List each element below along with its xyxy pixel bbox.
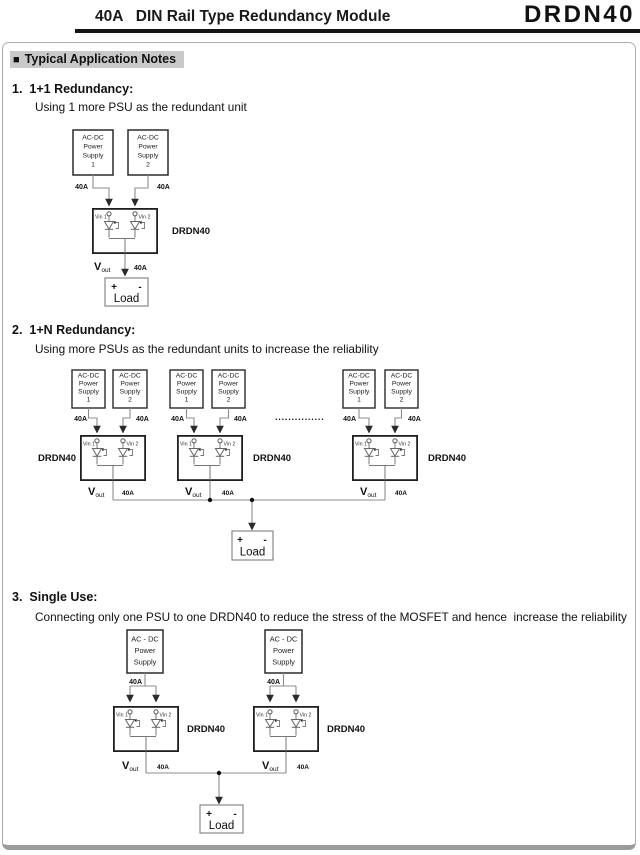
- load-label: Load: [239, 546, 266, 559]
- svg-text:1: 1: [91, 161, 95, 169]
- svg-text:Supply: Supply: [133, 657, 157, 667]
- load-label: Load: [113, 293, 140, 305]
- svg-text:Supply: Supply: [137, 152, 159, 160]
- svg-text:AC-DC: AC-DC: [348, 372, 370, 380]
- current-label: 40A: [234, 416, 247, 423]
- svg-text:Supply: Supply: [82, 152, 104, 160]
- svg-text:AC - DC: AC - DC: [269, 634, 298, 644]
- drdn40-module-2: [254, 707, 318, 752]
- current-label: 40A: [171, 416, 184, 423]
- section3-desc: Connecting only one PSU to one DRDN40 to reduce the stress of the MOSFET and hence increase the reliability: [35, 610, 627, 624]
- load-label: Load: [208, 820, 235, 832]
- svg-text:AC-DC: AC-DC: [217, 372, 240, 380]
- svg-text:1: 1: [184, 396, 189, 404]
- minus-terminal: -: [263, 535, 267, 546]
- svg-text:Supply: Supply: [272, 657, 295, 667]
- plus-terminal: +: [237, 535, 243, 546]
- svg-text:Power: Power: [78, 380, 99, 388]
- vin2-label: Vin 2: [159, 712, 172, 719]
- svg-text:1: 1: [357, 396, 361, 404]
- section2-title: 2. 1+N Redundancy:: [12, 323, 136, 337]
- output-bus: [113, 481, 385, 529]
- svg-text:AC-DC: AC-DC: [175, 372, 198, 380]
- minus-terminal: -: [233, 809, 237, 820]
- vout-label: Vout: [122, 760, 139, 773]
- current-label: 40A: [297, 764, 309, 771]
- current-label: 40A: [343, 416, 356, 423]
- svg-text:Supply: Supply: [78, 388, 99, 396]
- psu-unit-1: [73, 130, 113, 175]
- svg-text:AC-DC: AC-DC: [77, 372, 100, 380]
- current-label: 40A: [74, 416, 87, 423]
- current-label: 40A: [157, 184, 170, 191]
- section1-title: 1. 1+1 Redundancy:: [12, 82, 134, 96]
- psu-unit-5: [343, 370, 375, 408]
- svg-text:AC-DC: AC-DC: [82, 134, 104, 142]
- section-heading: [10, 51, 184, 68]
- ellipsis-dots: ...............: [275, 412, 325, 422]
- current-label: 40A: [157, 764, 169, 771]
- vin1-label: Vin 1: [256, 712, 268, 719]
- svg-text:Power: Power: [218, 380, 239, 388]
- plus-terminal: +: [206, 809, 212, 820]
- header-rule: [75, 29, 640, 33]
- vout-label: Vout: [360, 486, 377, 499]
- model-number: DRDN40: [523, 1, 635, 28]
- svg-text:AC-DC: AC-DC: [137, 134, 159, 142]
- vin1-label: Vin 1: [116, 712, 128, 719]
- svg-text:Power: Power: [134, 646, 156, 655]
- svg-text:Power: Power: [83, 143, 103, 151]
- current-label: 40A: [122, 490, 134, 497]
- drdn40-module-2: [178, 436, 242, 481]
- current-label: 40A: [395, 490, 407, 497]
- section3-title: 3. Single Use:: [12, 590, 98, 604]
- svg-text:2: 2: [128, 396, 132, 404]
- minus-terminal: -: [138, 282, 142, 293]
- plus-terminal: +: [111, 282, 117, 293]
- drdn40-module-1: [114, 707, 178, 752]
- svg-text:Supply: Supply: [218, 388, 239, 396]
- module-model-label: DRDN40: [253, 453, 292, 464]
- psu-unit-6: [385, 370, 418, 408]
- svg-text:Power: Power: [273, 646, 294, 655]
- svg-text:AC - DC: AC - DC: [131, 634, 159, 644]
- vin1-label: Vin 1: [83, 441, 95, 448]
- vout-label: Vout: [88, 486, 105, 499]
- vout-label: Vout: [94, 261, 111, 274]
- psu-unit-3: [170, 370, 203, 408]
- svg-text:2: 2: [146, 161, 150, 169]
- svg-text:Supply: Supply: [348, 388, 370, 396]
- diagram-1plusN-redundancy: [0, 360, 640, 578]
- input-wires: [93, 175, 148, 205]
- vout-label: Vout: [262, 760, 279, 773]
- vin2-label: Vin 2: [126, 441, 139, 448]
- svg-text:Power: Power: [138, 143, 158, 151]
- svg-text:AC-DC: AC-DC: [390, 372, 413, 380]
- current-label: 40A: [267, 679, 280, 686]
- svg-text:AC-DC: AC-DC: [119, 372, 141, 380]
- psu-unit-2: [128, 130, 168, 175]
- section1-desc: Using 1 more PSU as the redundant unit: [35, 100, 247, 114]
- section2-desc: Using more PSUs as the redundant units to increase the reliability: [35, 342, 379, 356]
- svg-text:Power: Power: [120, 380, 140, 388]
- svg-text:2: 2: [399, 396, 404, 404]
- module-model-label: DRDN40: [327, 724, 366, 735]
- drdn40-module-1: [81, 436, 145, 481]
- svg-text:Supply: Supply: [391, 388, 412, 396]
- square-bullet-icon: ■: [13, 54, 20, 66]
- input-wires: [130, 673, 296, 701]
- svg-text:Supply: Supply: [119, 388, 141, 396]
- svg-text:Supply: Supply: [176, 388, 197, 396]
- diagram-single-use: [0, 628, 640, 843]
- psu-unit-2: [265, 630, 302, 673]
- svg-text:Power: Power: [349, 380, 369, 388]
- vin2-label: Vin 2: [138, 214, 151, 221]
- vin1-label: Vin 1: [180, 441, 192, 448]
- module-model-label: DRDN40: [187, 724, 226, 735]
- psu-unit-4: [212, 370, 245, 408]
- load-box: [232, 531, 273, 560]
- svg-text:Power: Power: [176, 380, 197, 388]
- vin2-label: Vin 2: [223, 441, 236, 448]
- drdn40-module: [93, 209, 157, 254]
- module-model-label: DRDN40: [172, 226, 211, 237]
- current-label: 40A: [129, 679, 142, 686]
- diagram-1plus1-redundancy: [0, 118, 640, 313]
- load-box: [200, 805, 243, 833]
- psu-unit-2: [113, 370, 147, 408]
- page-title: 40A DIN Rail Type Redundancy Module: [95, 8, 391, 25]
- module-model-label: DRDN40: [37, 453, 76, 464]
- vin2-label: Vin 2: [299, 712, 312, 719]
- vin2-label: Vin 2: [398, 441, 411, 448]
- junction-dot: [250, 498, 254, 502]
- svg-text:2: 2: [226, 396, 231, 404]
- load-box: [105, 278, 148, 306]
- vin1-label: Vin 1: [355, 441, 367, 448]
- current-label: 40A: [408, 416, 421, 423]
- drdn40-module-3: [353, 436, 417, 481]
- current-label: 40A: [222, 490, 234, 497]
- vout-label: Vout: [185, 486, 202, 499]
- current-label: 40A: [136, 416, 149, 423]
- junction-dot: [217, 771, 221, 775]
- svg-text:1: 1: [86, 396, 91, 404]
- vin1-label: Vin 1: [95, 214, 107, 221]
- module-model-label: DRDN40: [428, 453, 467, 464]
- svg-text:Power: Power: [391, 380, 412, 388]
- current-label: 40A: [134, 265, 147, 272]
- current-label: 40A: [75, 184, 88, 191]
- psu-unit-1: [127, 630, 163, 673]
- psu-unit-1: [72, 370, 105, 408]
- section-heading-label: Typical Application Notes: [24, 52, 177, 66]
- junction-dot: [208, 498, 212, 502]
